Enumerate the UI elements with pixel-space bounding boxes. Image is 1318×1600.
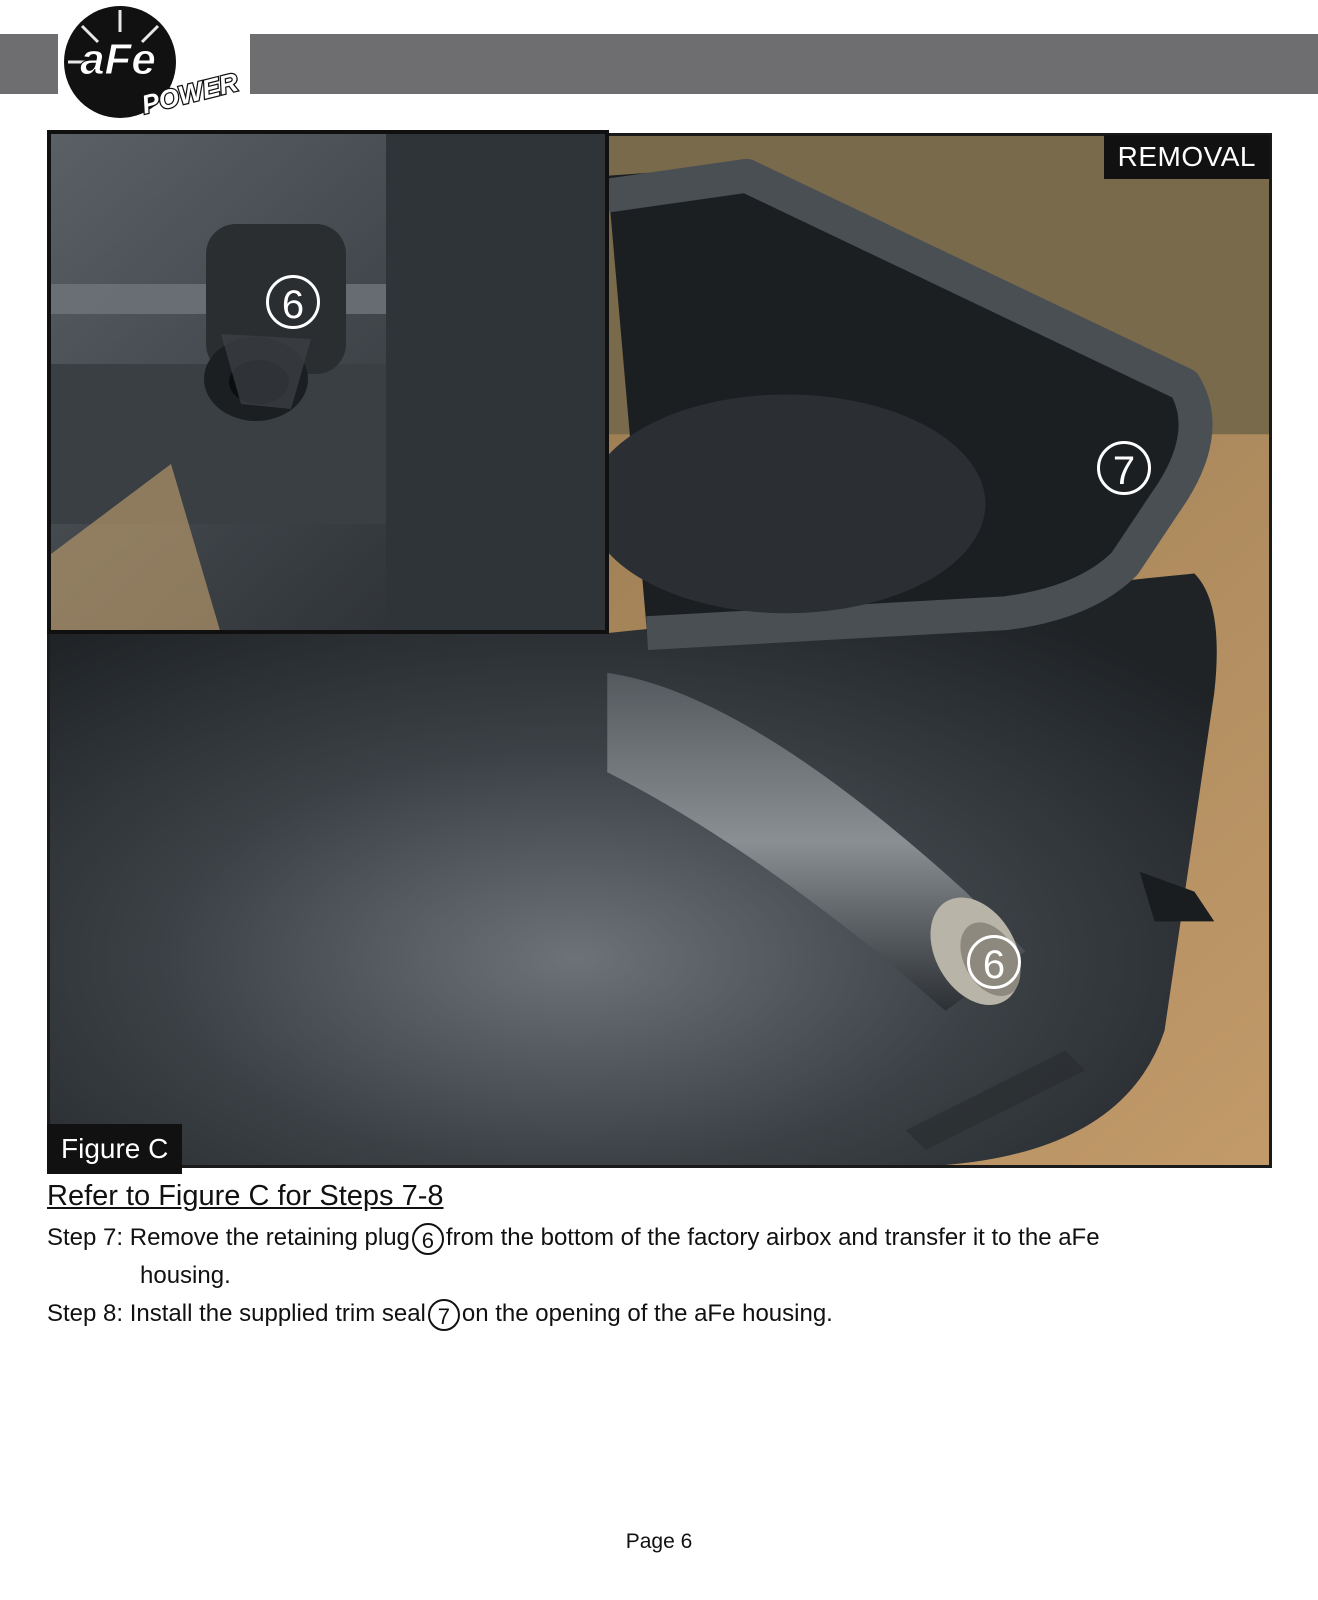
figure-caption: Figure C [47,1124,182,1174]
callout-6-inset: 6 [266,275,320,329]
inset-plug-closeup [51,134,605,630]
instructions [47,1180,1277,1333]
step-continuation: housing. [140,1262,231,1289]
callout-6-ref: 6 [412,1223,444,1255]
page-number: Page 6 [625,1530,693,1553]
step-text: Remove the retaining plug [129,1224,410,1251]
step-text: Install the supplied trim seal [129,1300,426,1327]
step-7 [47,1219,1277,1295]
step-label: Step 7: [47,1224,124,1251]
step-text: on the opening of the aFe housing. [461,1300,833,1327]
callout-6-main: 6 [967,935,1021,989]
instructions-heading: Refer to Figure C for Steps 7-8 [47,1180,444,1212]
removal-tag: REMOVAL [1104,135,1270,179]
svg-text:POWER: POWER [138,66,242,120]
afe-power-logo [58,2,254,122]
callout-7-ref: 7 [428,1299,460,1331]
step-text: from the bottom of the factory airbox and transfer it to the aFe [445,1224,1100,1251]
step-label: Step 8: [47,1300,124,1327]
step-8 [47,1295,1277,1333]
inset-photo [47,130,609,634]
svg-text:aFe: aFe [80,35,156,84]
callout-7-seal: 7 [1097,441,1151,495]
